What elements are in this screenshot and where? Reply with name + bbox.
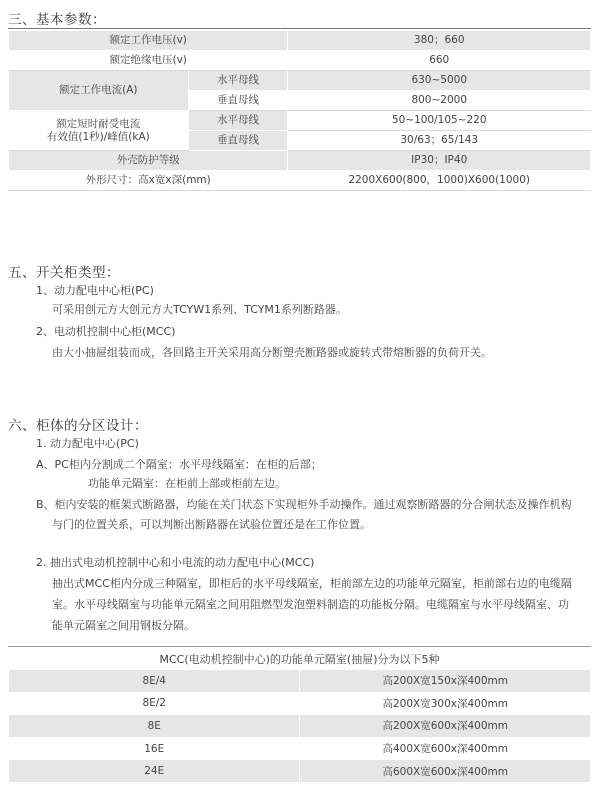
withstand-h-value: 50~100/105~220 (288, 111, 591, 131)
table-row (9, 670, 591, 693)
mcc-dims-cell: 高200X宽300x深400mm (300, 692, 591, 715)
dimensions-label: 外形尺寸：高x宽x深(mm) (9, 171, 288, 191)
protection-value: IP30；IP40 (288, 151, 591, 171)
mcc-size-cell: 8E/4 (9, 670, 300, 693)
table-row (9, 737, 591, 760)
rated-current-h-label: 水平母线 (188, 71, 288, 91)
insulation-voltage-label: 额定绝缘电压(v) (9, 51, 288, 71)
section5-item1-text: 可采用创元方大创元方大TCYW1系列、TCYM1系列断路器。 (52, 303, 347, 316)
section5-item1-title: 1、动力配电中心柜(PC) (36, 284, 154, 297)
section6-p2-title: 2. 抽出式电动机控制中心和小电流的动力配电中心(MCC) (36, 556, 315, 569)
mcc-size-cell: 24E (9, 760, 300, 783)
rated-current-v-label: 垂直母线 (188, 91, 288, 111)
section3-rule (8, 28, 591, 29)
withstand-current-label (9, 111, 189, 151)
section6-pB-line2: 与门的位置关系，可以判断出断路器在试验位置还是在工作位置。 (52, 518, 371, 531)
section5-item2-title: 2、电动机控制中心柜(MCC) (36, 325, 176, 338)
section3-title: 三、基本参数： (8, 12, 106, 28)
withstand-v-value: 30/63；65/143 (288, 131, 591, 151)
mcc-table (8, 669, 591, 783)
mcc-dims-cell: 高200X宽150x深400mm (300, 670, 591, 693)
table-row (9, 71, 591, 91)
rated-voltage-label: 额定工作电压(v) (9, 31, 288, 51)
section6-pA-line2: 功能单元隔室：在柜前上部或柜前左边。 (88, 477, 286, 490)
withstand-v-label: 垂直母线 (188, 131, 288, 151)
mcc-dims-cell: 高600X宽600x深400mm (300, 760, 591, 783)
table-row (9, 51, 591, 71)
protection-label: 外壳防护等级 (9, 151, 288, 171)
mcc-table-top-rule (8, 646, 591, 647)
parameters-table (8, 30, 591, 191)
rated-voltage-value: 380；660 (288, 31, 591, 51)
withstand-label-line1: 额定短时耐受电流 (56, 117, 141, 130)
section6-p2-line2: 室。水平母线隔室与功能单元隔室之间用阻燃型发泡塑料制造的功能板分隔。电缆隔室与水平母线隔室、功 (52, 598, 569, 611)
mcc-table-title: MCC(电动机控制中心)的功能单元隔室(抽屉)分为以下5种 (159, 653, 440, 666)
section5-title: 五、开关柜类型： (8, 265, 120, 281)
table-row (9, 760, 591, 783)
mcc-size-cell: 8E (9, 715, 300, 738)
insulation-voltage-value: 660 (288, 51, 591, 71)
mcc-size-cell: 16E (9, 737, 300, 760)
mcc-dims-cell: 高200X宽600x深400mm (300, 715, 591, 738)
withstand-label-line2: 有效值(1秒)/峰值(kA) (46, 130, 150, 143)
withstand-h-label: 水平母线 (188, 111, 288, 131)
mcc-dims-cell: 高400X宽600x深400mm (300, 737, 591, 760)
table-row (9, 692, 591, 715)
dimensions-value: 2200X600(800，1000)X600(1000) (288, 171, 591, 191)
table-row (9, 31, 591, 51)
section5-item2-text: 由大小抽屉组装而成，各回路主开关采用高分断塑壳断路器或旋转式带熔断器的负荷开关。 (52, 346, 492, 359)
section6-p2-line3: 能单元隔室之间用钢板分隔。 (52, 619, 195, 632)
table-row (9, 715, 591, 738)
rated-current-label: 额定工作电流(A) (9, 71, 189, 111)
section6-pA-line1: A、PC柜内分割成二个隔室：水平母线隔室：在柜的后部； (36, 458, 322, 471)
section6-title: 六、柜体的分区设计： (8, 418, 148, 434)
mcc-size-cell: 8E/2 (9, 692, 300, 715)
section6-p1-title: 1. 动力配电中心(PC) (36, 437, 139, 450)
section6-pB-line1: B、柜内安装的框架式断路器，均能在关门状态下实现柜外手动操作。通过观察断路器的分合闸状态及操作机构 (36, 498, 572, 511)
rated-current-h-value: 630~5000 (288, 71, 591, 91)
section6-p2-line1: 抽出式MCC柜内分成三种隔室，即柜后的水平母线隔室，柜前部左边的功能单元隔室，柜前部右边的电缆隔 (52, 577, 572, 590)
table-row (9, 151, 591, 171)
rated-current-v-value: 800~2000 (288, 91, 591, 111)
table-row (9, 111, 591, 131)
table-row (9, 171, 591, 191)
